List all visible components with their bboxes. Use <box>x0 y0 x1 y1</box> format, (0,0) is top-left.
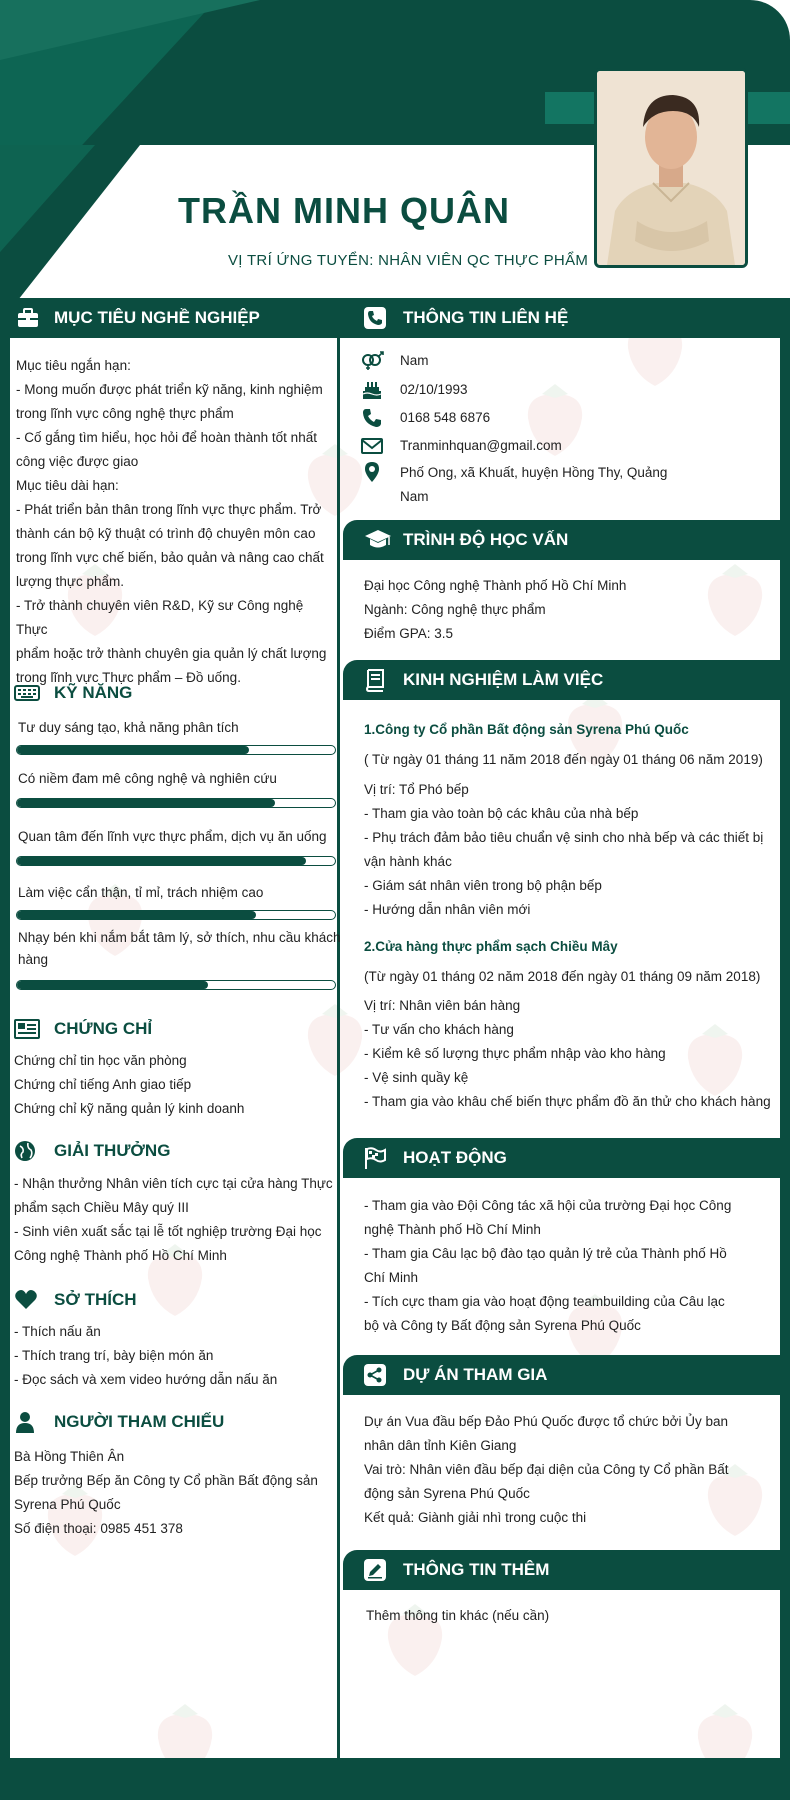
activities-text: - Tham gia vào Đội Công tác xã hội của trường Đại học Công nghệ Thành phố Hồ Chí Minh - Tham gia Câu lạc bộ đào tạo quản lý trẻ của Thành phố Hồ Chí Minh - Tích cực tham gia vào hoạt động teambuilding của Câu lạc bộ và Công ty Bất động sản Syrena Phú Quốc <box>364 1198 732 1333</box>
awards-text: - Nhận thưởng Nhân viên tích cực tại cửa hàng Thực phẩm sạch Chiều Mây quý III - Sinh viên xuất sắc tại lễ tốt nghiệp trường Đại học Công nghệ Thành phố Hồ Chí Minh <box>14 1176 333 1263</box>
certificates-title: CHỨNG CHỈ <box>54 1019 153 1038</box>
contact-email <box>360 434 562 458</box>
skill-bar-fill <box>17 857 306 865</box>
education-header <box>343 520 790 560</box>
experience-title: KINH NGHIỆM LÀM VIỆC <box>403 670 604 689</box>
extra-info-header <box>343 1550 790 1590</box>
skill-label: Nhạy bén khi nắm bắt tâm lý, sở thích, nhu cầu khách hàng <box>18 930 341 967</box>
graduation-cap-icon <box>363 528 393 552</box>
certificates-text: Chứng chỉ tin học văn phòng Chứng chỉ tiếng Anh giao tiếp Chứng chỉ kỹ năng quản lý kinh doanh <box>14 1053 245 1116</box>
skill-label: Có niềm đam mê công nghệ và nghiên cứu <box>18 771 277 786</box>
hobbies-text: - Thích nấu ăn - Thích trang trí, bày biện món ăn - Đọc sách và xem video hướng dẫn nấu ăn <box>14 1324 278 1387</box>
phone-value: 0168 548 6876 <box>400 410 491 425</box>
skill-bar <box>16 910 336 920</box>
profile-photo <box>594 68 748 268</box>
person-portrait-icon <box>597 71 745 265</box>
contact-birthday <box>360 378 468 402</box>
hobbies-header <box>14 1289 137 1311</box>
references-text: Bà Hồng Thiên Ân Bếp trưởng Bếp ăn Công ty Cổ phần Bất động sản Syrena Phú Quốc Số điện thoại: 0985 451 378 <box>14 1449 318 1536</box>
activities-header <box>343 1138 790 1178</box>
skills-title: KỸ NĂNG <box>54 683 133 702</box>
skill-label: Quan tâm đến lĩnh vực thực phẩm, dịch vụ ăn uống <box>18 829 327 844</box>
footer-band <box>0 1758 790 1800</box>
job-company: 1.Công ty Cổ phần Bất động sản Syrena Phú Quốc <box>364 722 689 737</box>
gender-value: Nam <box>400 353 429 368</box>
projects-text: Dự án Vua đầu bếp Đảo Phú Quốc được tổ chức bởi Ủy ban nhân dân tỉnh Kiên Giang Vai trò: Nhân viên đầu bếp đại diện của Công ty Cổ phần Bất động sản Syrena Phú Quốc Kết quả: Giành giải nhì trong cuộc thi <box>364 1414 729 1525</box>
references-title: NGƯỜI THAM CHIẾU <box>54 1412 225 1431</box>
person-icon <box>14 1411 40 1433</box>
skill-bar-fill <box>17 911 256 919</box>
skill-label: Tư duy sáng tạo, khả năng phân tích <box>18 720 239 735</box>
email-icon <box>361 438 383 454</box>
applied-position: VỊ TRÍ ỨNG TUYỂN: NHÂN VIÊN QC THỰC PHẨM <box>228 252 589 269</box>
email-value: Tranminhquan@gmail.com <box>400 438 562 453</box>
skill-bar-fill <box>17 799 275 807</box>
extra-info-text: Thêm thông tin khác (nếu cần) <box>366 1608 550 1623</box>
awards-title: GIẢI THƯỞNG <box>54 1141 171 1160</box>
heart-icon <box>14 1289 40 1311</box>
job-period: (Từ ngày 01 tháng 02 năm 2018 đến ngày 01 tháng 09 năm 2018) <box>364 969 761 984</box>
skill-bar <box>16 980 336 990</box>
objective-text: Mục tiêu ngắn hạn: - Mong muốn được phát triển kỹ năng, kinh nghiệm trong lĩnh vực công nghệ thực phẩm - Cố gắng tìm hiểu, học hỏi để hoàn thành tốt nhất công việc được giao Mục tiêu dài hạn: - Phát triển bản thân trong lĩnh vực thực phẩm. Trở thành cán bộ kỹ thuật có trình độ chuyên môn cao trong lĩnh vực chế biến, bảo quản và nâng cao chất lượng thực phẩm. - Trở thành chuyên viên R&D, Kỹ sư Công nghệ Thực phẩm hoặc trở thành chuyên gia quản lý chất lượng trong lĩnh vực Thực phẩm – Đồ uống. <box>16 358 327 685</box>
skill-bar <box>16 745 336 755</box>
edit-icon <box>363 1558 387 1582</box>
objective-title: MỤC TIÊU NGHỀ NGHIỆP <box>54 308 260 327</box>
experience-header <box>343 660 790 700</box>
contact-phone <box>360 406 490 430</box>
skill-bar-fill <box>17 981 208 989</box>
skill-bar <box>16 856 336 866</box>
gender-icon <box>360 351 384 371</box>
skill-bar-fill <box>17 746 249 754</box>
contact-address <box>360 461 720 509</box>
job-details: Vị trí: Nhân viên bán hàng - Tư vấn cho khách hàng - Kiểm kê số lượng thực phẩm nhập vào kho hàng - Vệ sinh quầy kệ - Tham gia vào khâu chế biến thực phẩm đồ ăn thử cho khách hàng <box>364 998 771 1109</box>
certificates-header <box>14 1018 152 1040</box>
certificate-icon <box>14 1018 40 1040</box>
book-icon <box>363 668 387 692</box>
job-details: Vị trí: Tổ Phó bếp - Tham gia vào toàn bộ các khâu của nhà bếp - Phụ trách đảm bảo tiêu chuẩn vệ sinh cho nhà bếp và các thiết bị vận hành khác - Giám sát nhân viên trong bộ phận bếp - Hướng dẫn nhân viên mới <box>364 782 764 917</box>
phone-icon <box>362 408 382 428</box>
birthday-value: 02/10/1993 <box>400 382 468 397</box>
birthday-cake-icon <box>361 379 383 401</box>
address-value: Phố Ong, xã Khuất, huyện Hồng Thy, Quảng Nam <box>400 465 668 504</box>
contact-title: THÔNG TIN LIÊN HỆ <box>403 308 569 327</box>
contact-header <box>343 298 790 338</box>
activities-title: HOẠT ĐỘNG <box>403 1148 507 1167</box>
flag-icon <box>363 1146 387 1170</box>
job-company: 2.Cửa hàng thực phẩm sạch Chiều Mây <box>364 939 618 954</box>
location-pin-icon <box>364 461 380 483</box>
references-header <box>14 1411 224 1433</box>
awards-header <box>14 1140 170 1162</box>
education-text: Đại học Công nghệ Thành phố Hồ Chí Minh Ngành: Công nghệ thực phẩm Điểm GPA: 3.5 <box>364 578 627 641</box>
job-period: ( Từ ngày 01 tháng 11 năm 2018 đến ngày 01 tháng 06 năm 2019) <box>364 752 763 767</box>
briefcase-icon <box>16 306 40 330</box>
phone-box-icon <box>363 306 387 330</box>
hobbies-title: SỞ THÍCH <box>54 1290 137 1309</box>
globe-icon <box>14 1140 40 1162</box>
skills-header <box>14 682 132 704</box>
contact-gender <box>360 349 429 373</box>
share-icon <box>363 1363 387 1387</box>
skill-label: Làm việc cẩn thận, tỉ mỉ, trách nhiệm cao <box>18 885 264 900</box>
projects-header <box>343 1355 790 1395</box>
keyboard-icon <box>14 682 40 704</box>
objective-header <box>0 298 343 338</box>
projects-title: DỰ ÁN THAM GIA <box>403 1365 548 1384</box>
extra-info-title: THÔNG TIN THÊM <box>403 1560 550 1579</box>
skill-bar <box>16 798 336 808</box>
candidate-name: TRẦN MINH QUÂN <box>178 190 510 231</box>
education-title: TRÌNH ĐỘ HỌC VẤN <box>403 530 569 549</box>
